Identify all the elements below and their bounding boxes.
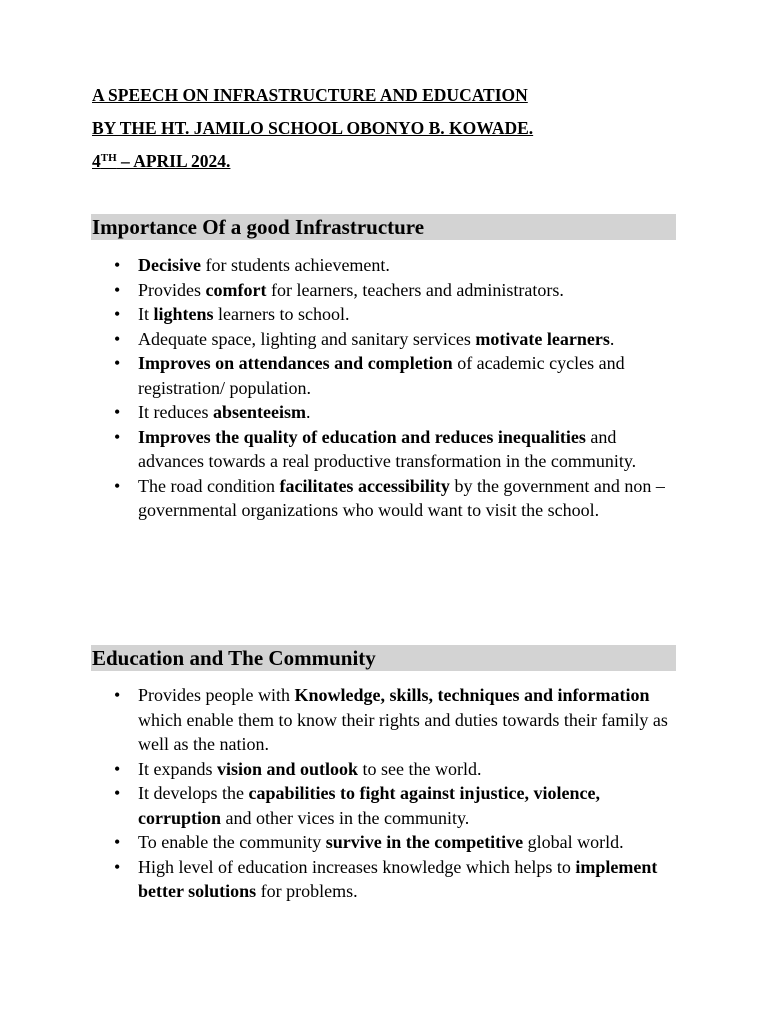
item-text: It reduces [138,402,213,422]
bold-phrase: absenteeism [212,402,306,422]
item-text: To enable the community [138,832,326,852]
item-text: High level of education increases knowledge which helps to [138,856,576,877]
list-item [92,425,682,474]
item-text: The road condition [138,475,280,496]
item-text: learners to school. [213,304,350,324]
item-text: . [609,328,615,349]
list-item [92,757,682,782]
list-item [92,400,682,425]
bold-phrase: Decisive [138,255,201,275]
bold-phrase: comfort [205,279,267,300]
bold-phrase: Knowledge, skills, techniques and information [294,685,650,705]
item-text: Provides people with [138,685,295,705]
speech-title-block [92,86,692,185]
item-text: for learners, teachers and administrators. [266,279,564,300]
item-text: It develops the [138,783,249,803]
list-item [92,278,682,303]
list-item [92,351,682,400]
bold-phrase: lightens [153,304,214,324]
section-heading-community: Education and The Community [91,645,676,671]
item-text: . [305,402,311,422]
item-text: for problems. [256,881,358,901]
title-line-1: A SPEECH ON INFRASTRUCTURE AND EDUCATION [92,85,528,105]
list-item [92,781,682,830]
date-rest: – APRIL 2024. [116,151,231,171]
item-text: and advances towards a real productive transformation in the community. [138,426,637,471]
item-text: to see the world. [358,758,482,779]
bold-phrase: vision and outlook [216,758,359,779]
item-text: It expands [138,758,217,779]
list-item [92,253,682,278]
list-item [92,855,682,904]
item-text: by the government and non – governmental organizations who would want to visit the school. [138,475,665,520]
item-text: and other vices in the community. [221,807,470,828]
date-ordinal: TH [100,152,117,164]
title-line-2: BY THE HT. JAMILO SCHOOL OBONYO B. KOWADE. [92,118,534,138]
item-text: for students achievement. [200,255,390,275]
list-item [92,474,682,523]
bold-phrase: capabilities to fight against injustice, violence, corruption [138,783,600,828]
infrastructure-bullet-list [92,253,682,523]
list-item [92,830,682,855]
bold-phrase: facilitates accessibility [279,475,450,496]
date-day: 4 [92,151,101,171]
title-date [92,152,692,170]
bold-phrase: motivate learners [475,328,610,349]
item-text: which enable them to know their rights and duties towards their family as well as the nation. [138,709,668,754]
bold-phrase: implement better solutions [138,856,658,901]
bold-phrase: Improves on attendances and completion [138,353,453,373]
bold-phrase: Improves the quality of education and reduces inequalities [138,426,586,447]
community-bullet-list [92,683,682,904]
bold-phrase: survive in the competitive [325,832,524,852]
section-heading-infrastructure: Importance Of a good Infrastructure [91,214,676,240]
item-text: It [138,304,154,324]
list-item [92,327,682,352]
item-text: global world. [523,832,624,852]
list-item [92,683,682,757]
item-text: of academic cycles and registration/ population. [138,353,625,398]
item-text: Provides [138,279,206,300]
item-text: Adequate space, lighting and sanitary services [138,328,476,349]
list-item [92,302,682,327]
